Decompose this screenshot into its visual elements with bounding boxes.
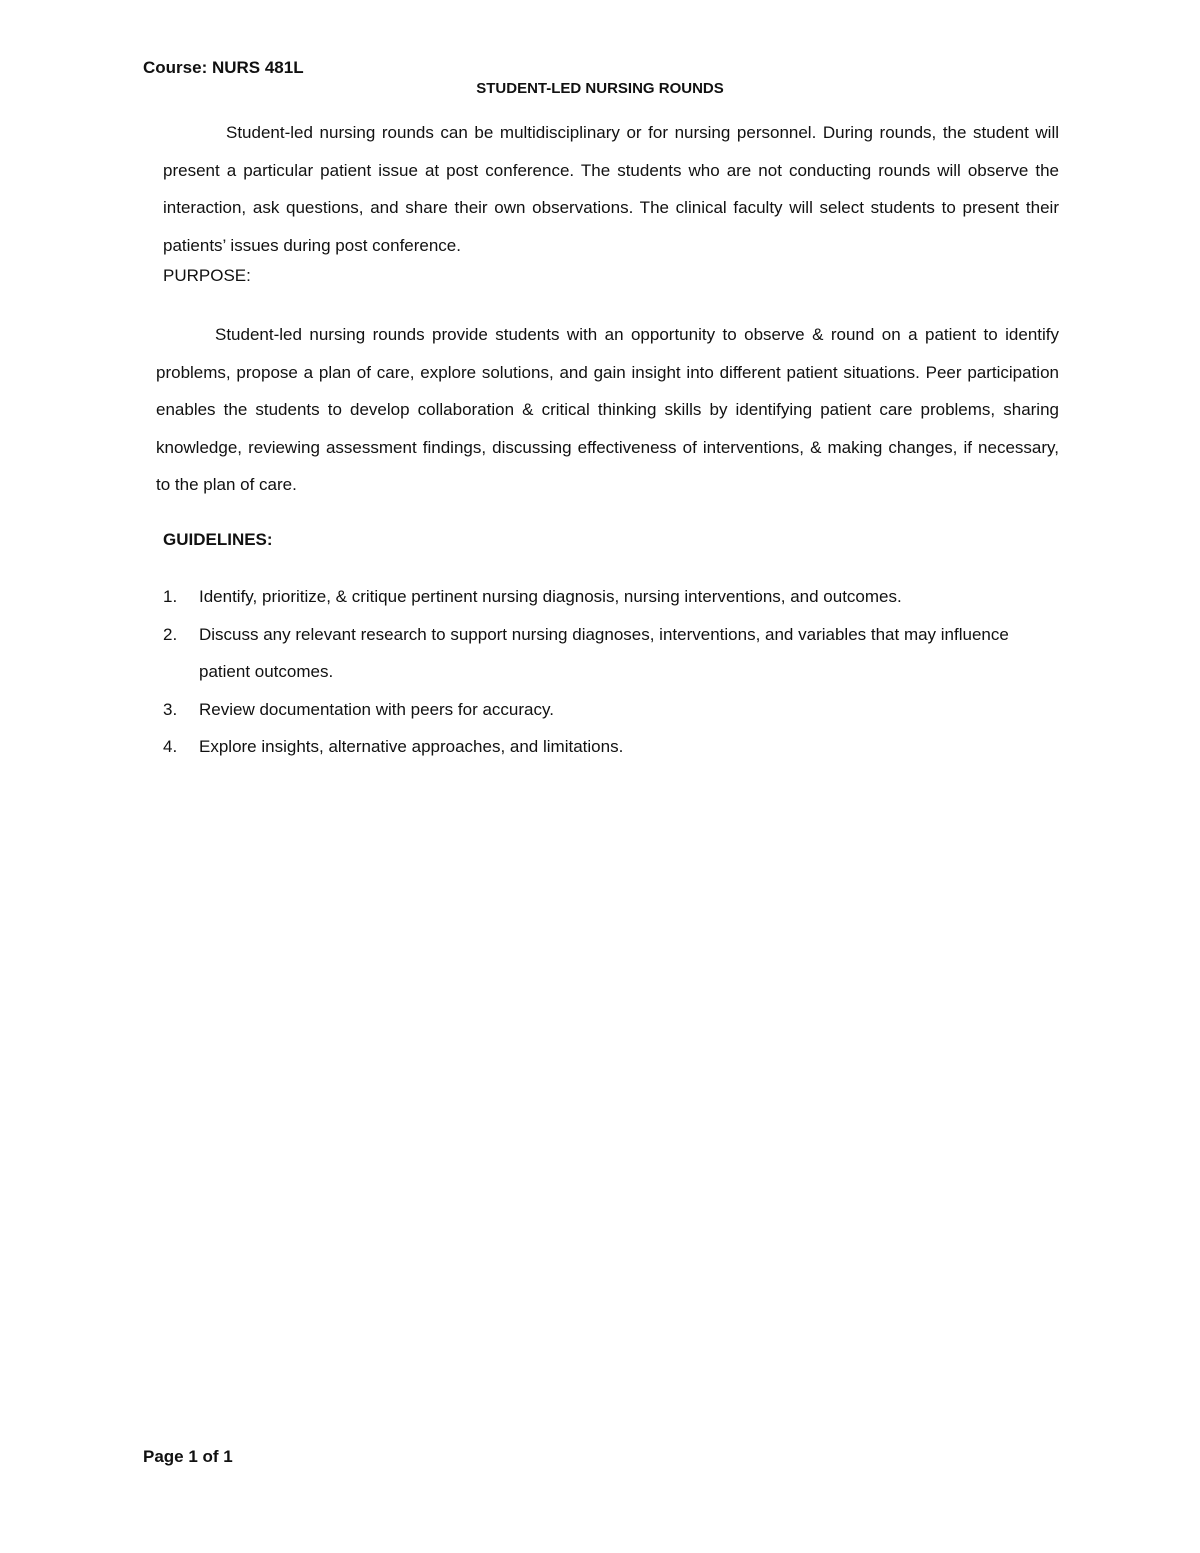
list-item-text: Discuss any relevant research to support nursing diagnoses, interventions, and variables that may influence patient outcomes.	[199, 624, 1009, 681]
guidelines-heading: GUIDELINES:	[163, 530, 273, 549]
list-item	[163, 616, 1043, 691]
list-item-number: 1.	[163, 587, 178, 606]
list-item	[163, 578, 1043, 616]
guidelines-list	[163, 578, 1043, 766]
list-item-text: Explore insights, alternative approaches, and limitations.	[199, 737, 624, 756]
list-item-number: 4.	[163, 737, 178, 756]
list-item-number: 2.	[163, 624, 178, 644]
document-title: STUDENT-LED NURSING ROUNDS	[476, 80, 724, 97]
list-item-text: Review documentation with peers for accuracy.	[199, 699, 554, 719]
list-item-text: Identify, prioritize, & critique pertinent nursing diagnosis, nursing interventions, and outcomes.	[199, 587, 902, 606]
list-item-number: 3.	[163, 699, 178, 719]
purpose-heading: PURPOSE:	[163, 266, 251, 285]
purpose-paragraph: Student-led nursing rounds provide students with an opportunity to observe & round on a patient to identify problems, propose a plan of care, explore solutions, and gain insight into different patient situations. Peer participation enables the students to develop collaboration & critical thinking skills by identifying patient care problems, sharing knowledge, reviewing assessment findings, discussing effectiveness of interventions, & making changes, if necessary, to the plan of care.	[156, 325, 1059, 494]
list-item	[163, 691, 1043, 729]
page-number: Page 1 of 1	[143, 1447, 233, 1466]
course-label: Course: NURS 481L	[143, 58, 304, 77]
list-item	[163, 728, 1043, 766]
intro-paragraph: Student-led nursing rounds can be multidisciplinary or for nursing personnel. During rounds, the student will present a particular patient issue at post conference. The students who are not conducting rounds will observe the interaction, ask questions, and share their own observations. The clinical faculty will select students to present their patients’ issues during post conference.	[163, 123, 1059, 255]
